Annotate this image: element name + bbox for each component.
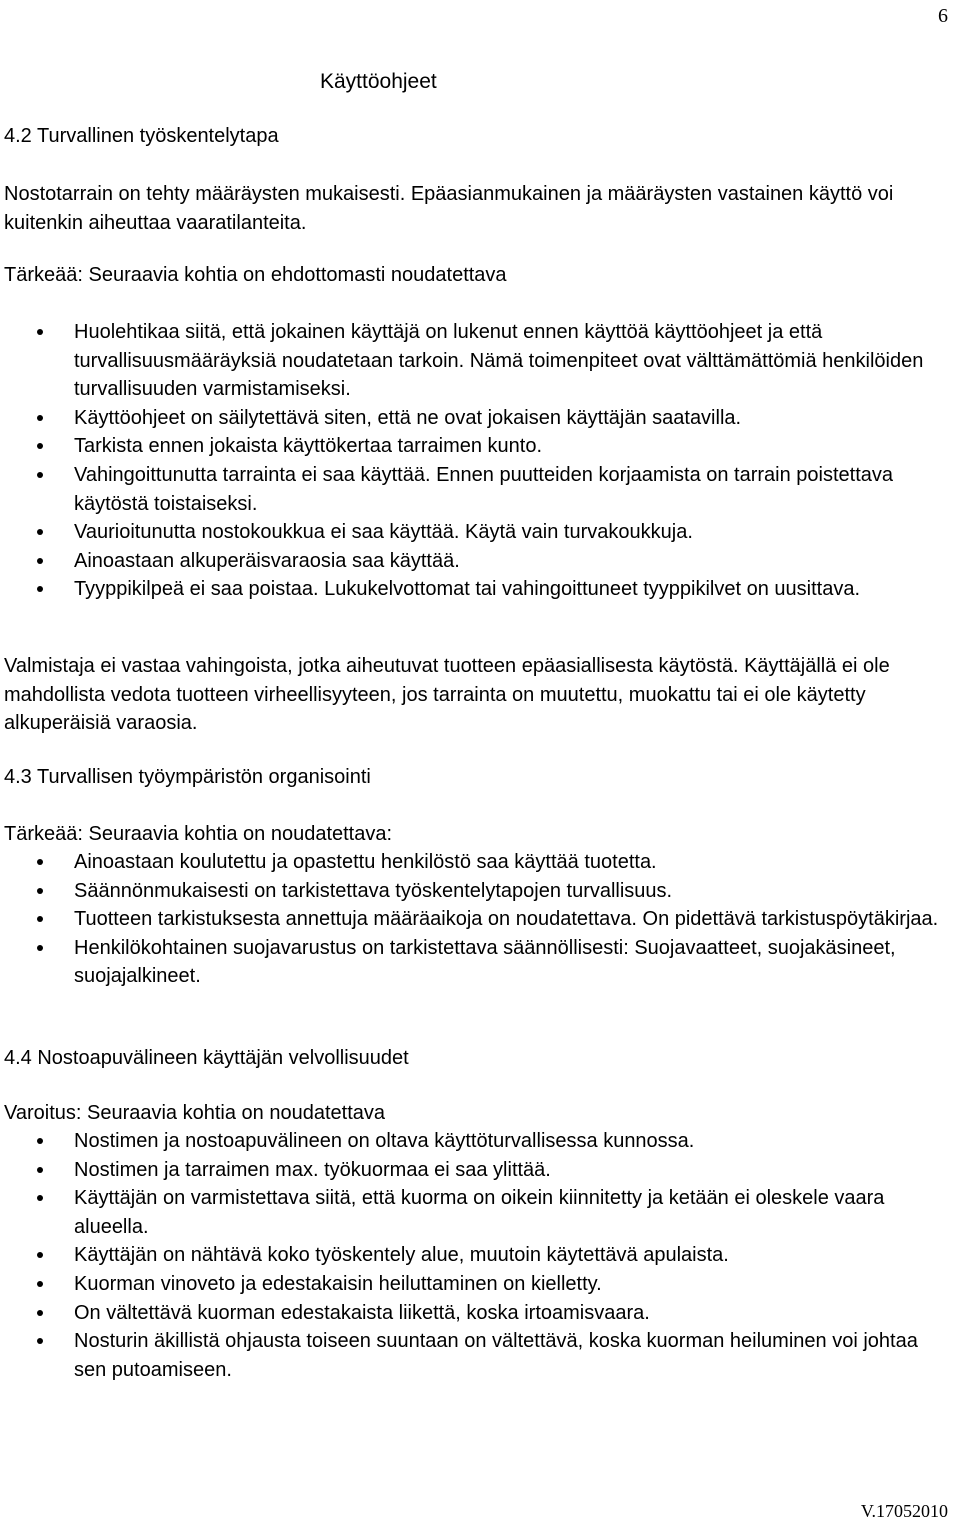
list-item: Nosturin äkillistä ohjausta toiseen suuntaan on vältettävä, koska kuorman heiluminen voi johtaa sen putoamiseen. [0,1327,955,1384]
list-item: Nostimen ja tarraimen max. työkuormaa ei saa ylittää. [0,1156,955,1185]
list-item: Käyttäjän on nähtävä koko työskentely alue, muutoin käytettävä apulaista. [0,1241,955,1270]
section-4-2-list [0,318,955,604]
list-item: Tarkista ennen jokaista käyttökertaa tarraimen kunto. [0,432,955,461]
section-4-4-heading: 4.4 Nostoapuvälineen käyttäjän velvollisuudet [4,1047,409,1069]
list-item: Huolehtikaa siitä, että jokainen käyttäjä on lukenut ennen käyttöä käyttöohjeet ja että turvallisuusmääräyksiä noudatetaan tarkoin. Nämä toimenpiteet ovat välttämättömiä henkilöiden turvallisuuden varmistamiseksi. [0,318,955,404]
list-item: Kuorman vinoveto ja edestakaisin heiluttaminen on kielletty. [0,1270,955,1299]
page-number: 6 [938,5,948,27]
list-item: Henkilökohtainen suojavarustus on tarkistettava säännöllisesti: Suojavaatteet, suojakäsineet, suojajalkineet. [0,934,955,991]
list-item: Säännönmukaisesti on tarkistettava työskentelytapojen turvallisuus. [0,877,955,906]
section-4-4-note: Varoitus: Seuraavia kohtia on noudatettava [4,1102,385,1124]
section-4-3-list [0,848,955,991]
list-item: Ainoastaan alkuperäisvaraosia saa käyttää. [0,547,955,576]
list-item: Nostimen ja nostoapuvälineen on oltava käyttöturvallisessa kunnossa. [0,1127,955,1156]
list-item: Käyttäjän on varmistettava siitä, että kuorma on oikein kiinnitetty ja ketään ei oleskele vaara alueella. [0,1184,955,1241]
list-item: On vältettävä kuorman edestakaista liikettä, koska irtoamisvaara. [0,1299,955,1328]
section-4-2-heading: 4.2 Turvallinen työskentelytapa [4,125,279,147]
list-item: Käyttöohjeet on säilytettävä siten, että ne ovat jokaisen käyttäjän saatavilla. [0,404,955,433]
list-item: Tuotteen tarkistuksesta annettuja määräaikoja on noudatettava. On pidettävä tarkistuspöytäkirjaa. [0,905,955,934]
list-item: Vahingoittunutta tarrainta ei saa käyttää. Ennen puutteiden korjaamista on tarrain poistettava käytöstä toistaiseksi. [0,461,955,518]
list-item: Tyyppikilpeä ei saa poistaa. Lukukelvottomat tai vahingoittuneet tyyppikilvet on uusittava. [0,575,955,604]
section-4-4-list [0,1127,955,1384]
section-4-2-disclaimer: Valmistaja ei vastaa vahingoista, jotka aiheutuvat tuotteen epäasiallisesta käytöstä. Käyttäjällä ei ole mahdollista vedota tuotteen virheellisyyteen, jos tarrainta on muutettu, muokattu tai ei ole käytetty alkuperäisiä varaosia. [4,655,890,735]
section-4-3-note: Tärkeää: Seuraavia kohtia on noudatettava: [4,823,393,845]
section-4-2-note: Tärkeää: Seuraavia kohtia on ehdottomasti noudatettava [4,264,507,286]
section-4-2-intro: Nostotarrain on tehty määräysten mukaisesti. Epäasianmukainen ja määräysten vastainen käyttö voi kuitenkin aiheuttaa vaaratilanteita. [4,183,894,234]
document-title: Käyttöohjeet [320,70,437,93]
list-item: Vaurioitunutta nostokoukkua ei saa käyttää. Käytä vain turvakoukkuja. [0,518,955,547]
list-item: Ainoastaan koulutettu ja opastettu henkilöstö saa käyttää tuotetta. [0,848,955,877]
footer-version: V.17052010 [860,1501,948,1521]
section-4-3-heading: 4.3 Turvallisen työympäristön organisointi [4,766,371,788]
